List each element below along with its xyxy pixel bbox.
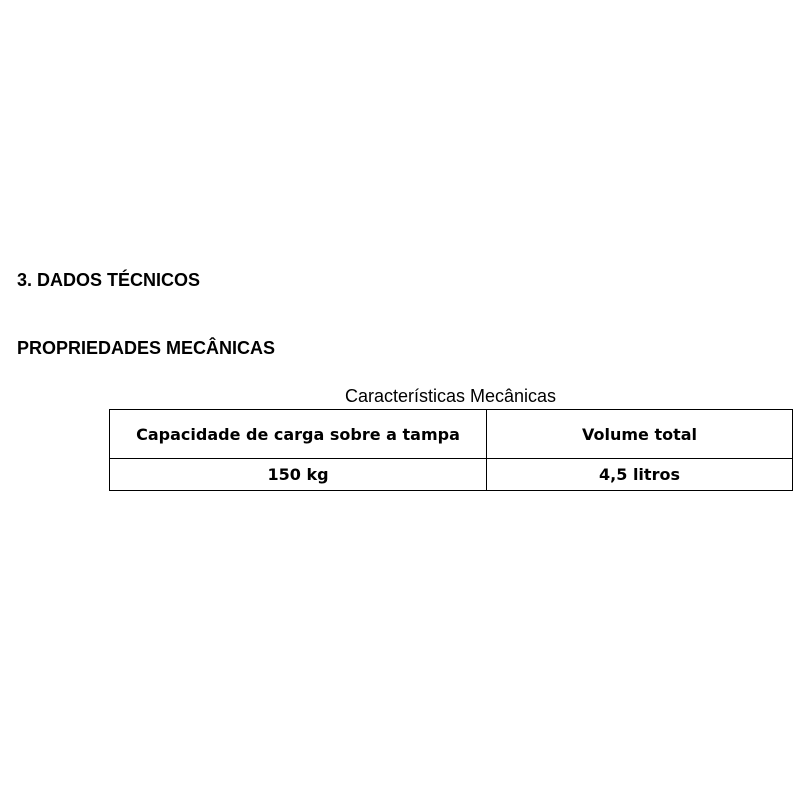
- table-caption: Características Mecânicas: [344, 386, 557, 406]
- cell-load-capacity-value: 150 kg: [110, 459, 487, 491]
- table-row: [110, 459, 793, 491]
- table-header-row: [110, 410, 793, 459]
- mechanical-properties-table: [109, 409, 793, 491]
- header-load-capacity: Capacidade de carga sobre a tampa: [110, 410, 487, 459]
- header-total-volume: Volume total: [487, 410, 793, 459]
- subsection-title: PROPRIEDADES MECÂNICAS: [17, 338, 276, 358]
- section-title: 3. DADOS TÉCNICOS: [17, 270, 201, 290]
- cell-total-volume-value: 4,5 litros: [487, 459, 793, 491]
